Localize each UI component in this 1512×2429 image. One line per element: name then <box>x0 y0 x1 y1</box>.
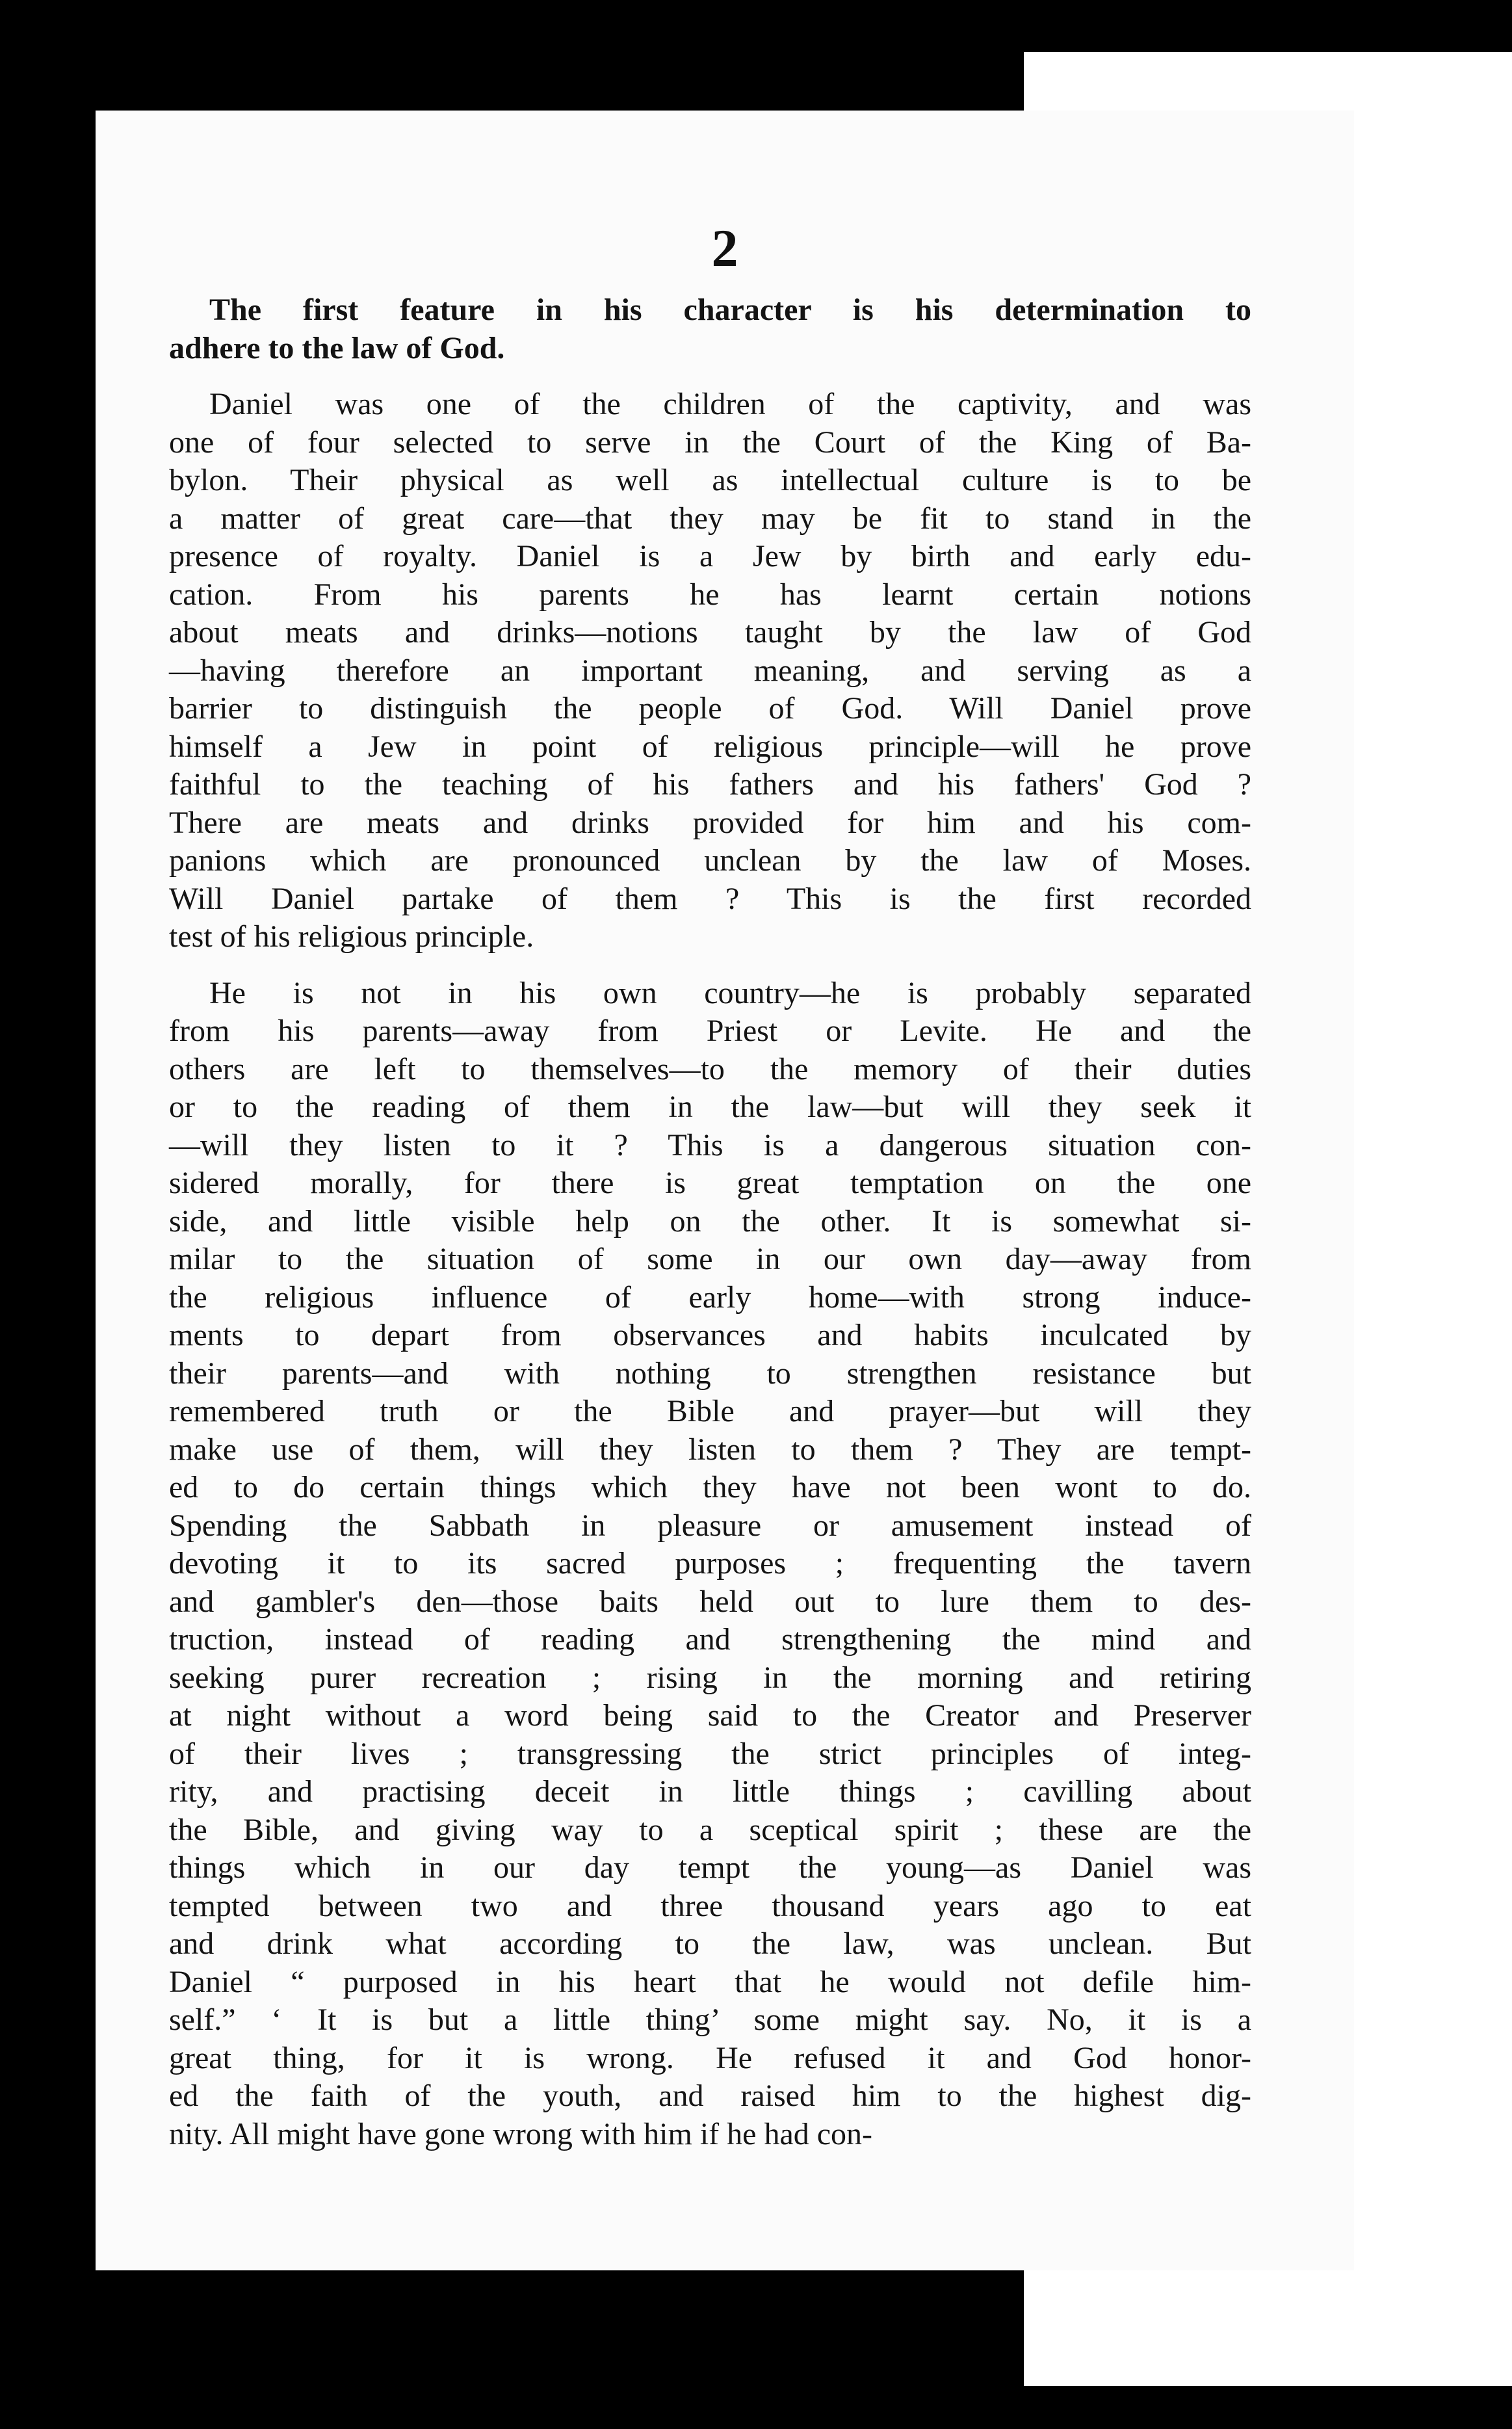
text-line: from his parents—away from Priest or Levite. He and the <box>169 1014 1251 1048</box>
text-line: devoting it to its sacred purposes ; frequenting the tavern <box>169 1546 1251 1581</box>
book-page <box>96 111 1354 2270</box>
text-line: at night without a word being said to the Creator and Preserver <box>169 1698 1251 1733</box>
text-line: make use of them, will they listen to them ? They are tempt- <box>169 1432 1251 1467</box>
text-line: cation. From his parents he has learnt certain notions <box>169 577 1251 612</box>
text-line: panions which are pronounced unclean by the law of Moses. <box>169 843 1251 878</box>
text-line: Spending the Sabbath in pleasure or amusement instead of <box>169 1508 1251 1543</box>
text-line: ed the faith of the youth, and raised him to the highest dig- <box>169 2079 1251 2113</box>
text-line: barrier to distinguish the people of God. Will Daniel prove <box>169 691 1251 726</box>
text-line: There are meats and drinks provided for him and his com- <box>169 805 1251 840</box>
paragraph-gap <box>169 956 1251 975</box>
body-text <box>169 291 1251 2153</box>
text-line: Daniel was one of the children of the captivity, and was <box>209 387 1251 421</box>
text-line: the Bible, and giving way to a sceptical spirit ; these are the <box>169 1812 1251 1847</box>
paragraph-gap <box>169 367 1251 386</box>
text-line: —having therefore an important meaning, and serving as a <box>169 653 1251 688</box>
text-line: adhere to the law of God. <box>169 330 505 365</box>
text-line: remembered truth or the Bible and prayer—but will they <box>169 1394 1251 1428</box>
text-line: things which in our day tempt the young—as Daniel was <box>169 1850 1251 1885</box>
paragraph <box>169 386 1251 956</box>
text-line: himself a Jew in point of religious principle—will he prove <box>169 729 1251 764</box>
text-line: Will Daniel partake of them ? This is the first recorded <box>169 881 1251 916</box>
text-line: others are left to themselves—to the memory of their duties <box>169 1051 1251 1086</box>
text-line: tempted between two and three thousand years ago to eat <box>169 1888 1251 1923</box>
text-line: nity. All might have gone wrong with him if he had con- <box>169 2116 873 2151</box>
text-line: truction, instead of reading and strengthening the mind and <box>169 1622 1251 1657</box>
text-line: a matter of great care—that they may be fit to stand in the <box>169 501 1251 536</box>
text-line: faithful to the teaching of his fathers and his fathers' God ? <box>169 767 1251 802</box>
text-line: and drink what according to the law, was unclean. But <box>169 1926 1251 1961</box>
text-line: about meats and drinks—notions taught by the law of God <box>169 615 1251 650</box>
text-line: He is not in his own country—he is probably separated <box>209 975 1251 1010</box>
text-line: The first feature in his character is his determination to <box>209 293 1251 327</box>
page-number: 2 <box>711 218 738 278</box>
text-line: presence of royalty. Daniel is a Jew by birth and early edu- <box>169 539 1251 573</box>
text-line: ments to depart from observances and habits inculcated by <box>169 1318 1251 1352</box>
text-line: and gambler's den—those baits held out to lure them to des- <box>169 1584 1251 1619</box>
text-line: test of his religious principle. <box>169 919 534 954</box>
text-line: one of four selected to serve in the Court of the King of Ba- <box>169 425 1251 460</box>
text-line: —will they listen to it ? This is a dangerous situation con- <box>169 1127 1251 1162</box>
text-line: milar to the situation of some in our own day—away from <box>169 1242 1251 1276</box>
text-line: the religious influence of early home—with strong induce- <box>169 1280 1251 1315</box>
text-line: ed to do certain things which they have not been wont to do. <box>169 1470 1251 1504</box>
text-line: self.” ‘ It is but a little thing’ some might say. No, it is a <box>169 2002 1251 2037</box>
text-line: bylon. Their physical as well as intellectual culture is to be <box>169 463 1251 497</box>
text-line: sidered morally, for there is great temptation on the one <box>169 1166 1251 1200</box>
text-line: Daniel “ purposed in his heart that he would not defile him- <box>169 1964 1251 1999</box>
text-line: of their lives ; transgressing the strict principles of integ- <box>169 1736 1251 1771</box>
paragraph <box>169 291 1251 367</box>
text-line: rity, and practising deceit in little things ; cavilling about <box>169 1774 1251 1809</box>
text-line: seeking purer recreation ; rising in the morning and retiring <box>169 1660 1251 1695</box>
paragraph <box>169 975 1251 2154</box>
text-line: or to the reading of them in the law—but will they seek it <box>169 1090 1251 1124</box>
text-line: great thing, for it is wrong. He refused it and God honor- <box>169 2040 1251 2075</box>
text-line: their parents—and with nothing to strengthen resistance but <box>169 1356 1251 1391</box>
text-line: side, and little visible help on the other. It is somewhat si- <box>169 1203 1251 1239</box>
